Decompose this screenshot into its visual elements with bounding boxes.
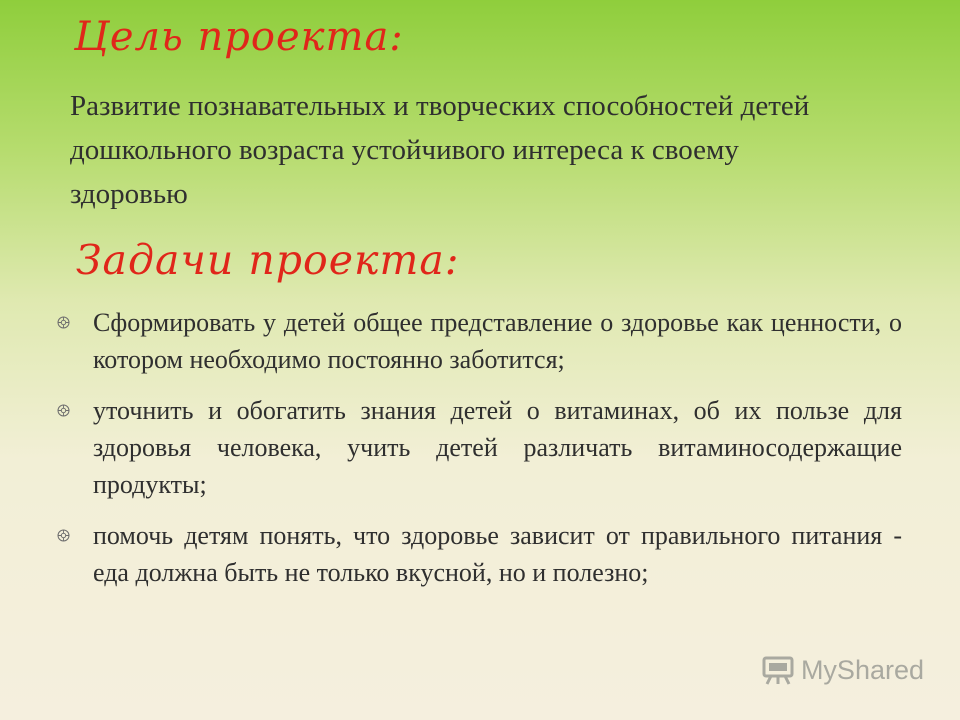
task-item (56, 517, 902, 591)
myshared-watermark (761, 654, 924, 686)
task-text: помочь детям понять, что здоровье зависит от правильного питания - еда должна быть не только вкусной, но и полезно; (93, 521, 902, 587)
flower-bullet-icon (57, 529, 70, 542)
tasks-heading: Задачи проекта: (76, 236, 460, 284)
tasks-list (56, 304, 902, 605)
task-text: уточнить и обогатить знания детей о витаминах, об их пользе для здоровья человека, учить детей различать витаминосодержащие продукты; (93, 396, 902, 499)
presentation-board-icon (761, 654, 795, 686)
task-text: Сформировать у детей общее представление о здоровье как ценности, о котором необходимо постоянно заботится; (93, 308, 902, 374)
goal-text: Развитие познавательных и творческих способностей детей дошкольного возраста устойчивого интереса к своему здоровью (70, 90, 810, 210)
flower-bullet-icon (57, 404, 70, 417)
watermark-text: MyShared (800, 654, 924, 685)
task-item (56, 304, 902, 378)
goal-heading: Цель проекта: (74, 14, 404, 60)
task-item (56, 392, 902, 503)
flower-bullet-icon (57, 316, 70, 329)
